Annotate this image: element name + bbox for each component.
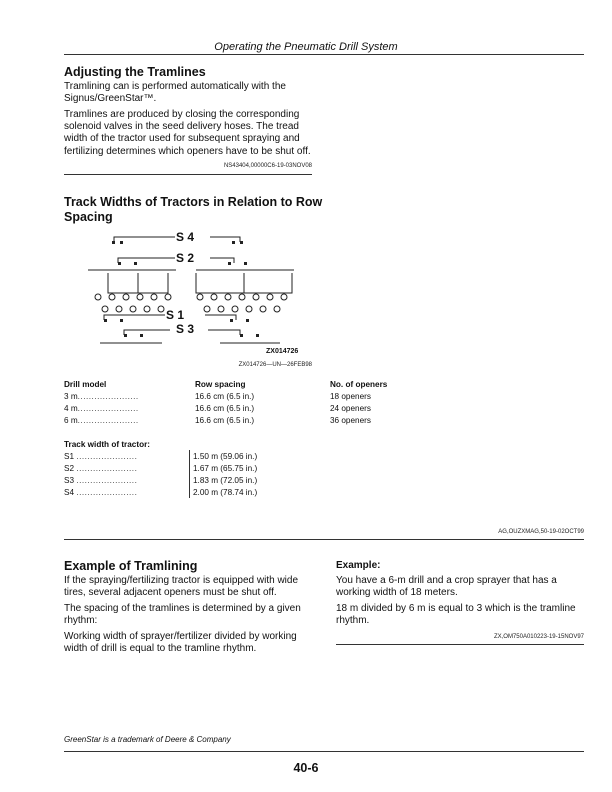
col-header-openers: No. of openers [330,379,388,389]
table-row: 4 m...................... 16.6 cm (6.5 in.) 24 openers [64,402,394,414]
track-label: S1 [64,451,75,461]
model-cell: 6 m [64,415,78,425]
model-cell: 3 m [64,391,78,401]
paragraph: Tramlines are produced by closing the corresponding solenoid valves in the seed delivery hoses. The tread width of the tractor used for subsequent spraying and fertilizing determines which openers have to be shut off. [64,109,311,157]
reference-code: AG,OUZXMAG,50-19-02OCT99 [498,529,584,535]
spacing-cell: 16.6 cm (6.5 in.) [195,391,255,401]
paragraph: Working width of sprayer/fertilizer divided by working width of drill is equal to the tramline rhythm. [64,631,297,655]
track-value: 1.67 m (65.75 in.) [190,462,285,474]
table-row: S3 ...................... 1.83 m (72.05 in.) [64,474,284,486]
drill-model-table [64,378,394,426]
paragraph: If the spraying/fertilizing tractor is equipped with wide tires, several adjacent openers must be shut off. [64,575,299,599]
section-rule [64,539,584,540]
table-row: S2 ...................... 1.67 m (65.75 in.) [64,462,284,474]
section-rule [64,174,312,175]
track-label: S3 [64,475,75,485]
col-header-model: Drill model [64,379,107,389]
openers [95,294,287,312]
section-heading-example: Example of Tramlining [64,559,198,573]
table-row: S1 ...................... 1.50 m (59.06 in.) [64,450,284,462]
track-width-header: Track width of tractor: [64,439,150,449]
table-row: 3 m...................... 16.6 cm (6.5 in.) 18 openers [64,390,394,402]
spacing-cell: 16.6 cm (6.5 in.) [195,403,255,413]
track-value: 2.00 m (78.74 in.) [190,486,285,498]
section-rule [336,644,584,645]
reference-code: NS43404,00000C6-19-03NOV08 [223,163,312,169]
section-heading-track-widths: Track Widths of Tractors in Relation to Row [64,195,323,209]
label-s3: S 3 [176,322,195,336]
model-cell: 4 m [64,403,78,413]
trademark-note: GreenStar is a trademark of Deere & Company [64,735,231,744]
section-heading-adjusting: Adjusting the Tramlines [64,65,206,79]
running-header: Operating the Pneumatic Drill System [214,41,398,53]
table-row: S4 ...................... 2.00 m (78.74 in.) [64,486,284,498]
label-s1: S 1 [166,308,185,322]
paragraph: You have a 6-m drill and a crop sprayer that has a working width of 18 meters. [336,575,557,599]
spacing-cell: 16.6 cm (6.5 in.) [195,415,255,425]
page-number: 40-6 [293,761,319,775]
track-label: S4 [64,487,75,497]
example-heading: Example: [336,560,381,571]
track-value: 1.83 m (72.05 in.) [190,474,285,486]
table-header-row [64,378,394,390]
paragraph: Tramlining can is performed automatically with the Signus/GreenStar™. [64,81,286,105]
track-label: S2 [64,463,75,473]
track-value: 1.50 m (59.06 in.) [190,450,285,462]
openers-cell: 36 openers [330,415,371,425]
paragraph: 18 m divided by 6 m is equal to 3 which is the tramline rhythm. [336,603,576,627]
label-s4: S 4 [176,230,195,244]
opener-row-bottom [102,306,280,312]
figure-reference: ZX014726—UN—26FEB98 [238,362,312,368]
openers-cell: 18 openers [330,391,371,401]
table-row: 6 m...................... 16.6 cm (6.5 in.) 36 openers [64,414,394,426]
reference-code: ZX,OM750A010223-19-15NOV97 [493,634,584,640]
track-header-row [64,438,284,450]
header-rule [64,54,584,55]
openers-cell: 24 openers [330,403,371,413]
diagram-code: ZX014726 [266,348,299,355]
track-width-table [64,438,284,498]
paragraph: The spacing of the tramlines is determined by a given rhythm: [64,603,301,627]
tramline-diagram [80,225,310,357]
opener-row-top [95,294,287,300]
col-header-spacing: Row spacing [195,379,246,389]
section-heading-track-widths-cont: Spacing [64,210,113,224]
label-s2: S 2 [176,251,195,265]
footer-rule [64,751,584,752]
